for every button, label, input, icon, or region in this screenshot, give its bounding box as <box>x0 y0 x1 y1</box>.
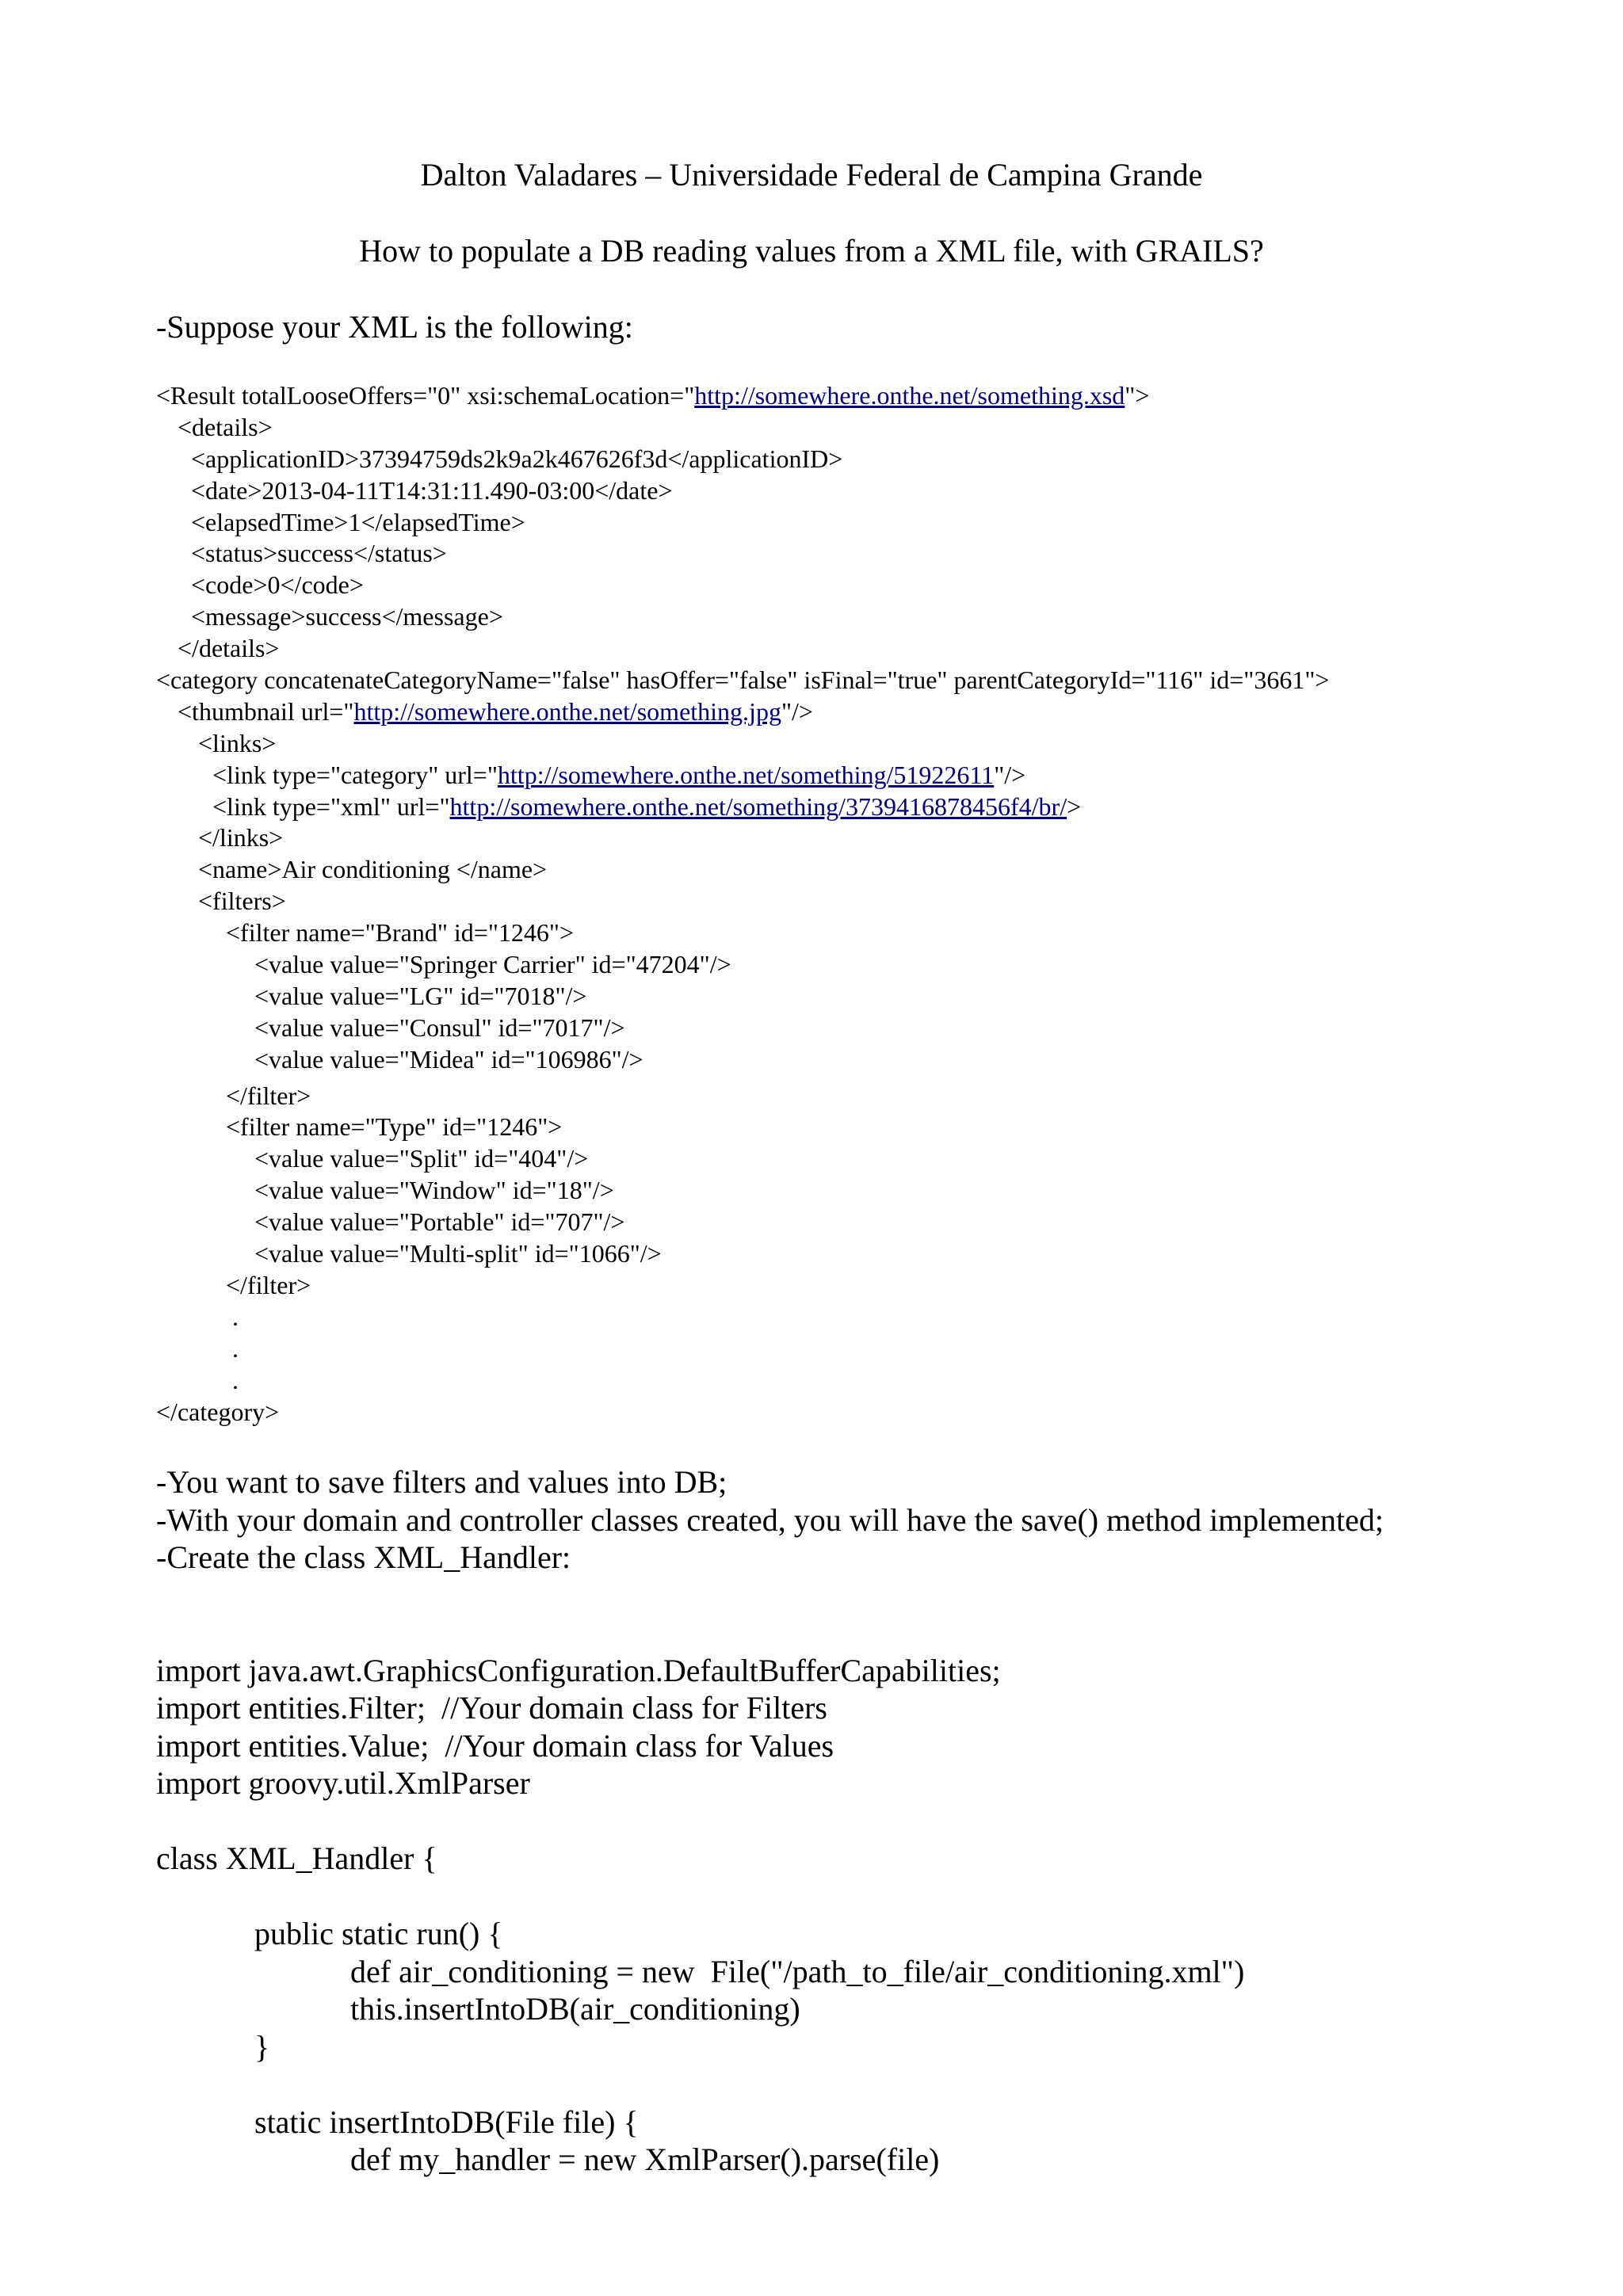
xml-text: > <box>1067 791 1082 821</box>
xml-text: <value value="Midea" id="106986"/> <box>254 1044 643 1074</box>
xml-line <box>156 1207 1329 1238</box>
xml-text: . <box>226 1333 239 1363</box>
xml-code-block <box>156 380 1329 1428</box>
xml-line <box>156 854 1329 886</box>
xml-line <box>156 822 1329 854</box>
code-line: class XML_Handler { <box>156 1840 437 1876</box>
page-title: How to populate a DB reading values from a XML file, with GRAILS? <box>359 233 1264 269</box>
xml-text: </filter> <box>226 1081 311 1110</box>
xml-line <box>156 728 1329 760</box>
xml-text: <message>success</message> <box>191 602 503 631</box>
xml-text: <category concatenateCategoryName="false" hasOffer="false" isFinal="true" parentCategoryId="116" id="3661"> <box>156 666 1330 695</box>
code-line: this.insertIntoDB(air_conditioning) <box>350 1991 800 2027</box>
intro-text: -Suppose your XML is the following: <box>156 309 633 345</box>
xml-text: <value value="LG" id="7018"/> <box>254 981 587 1010</box>
xml-text: <link type="category" url=" <box>212 760 498 789</box>
xml-line <box>156 1365 1329 1397</box>
xml-line <box>156 1397 1329 1428</box>
xml-line <box>156 1013 1329 1044</box>
xml-text: <links> <box>198 728 277 757</box>
xml-line <box>156 1112 1329 1143</box>
xml-line <box>156 917 1329 949</box>
code-line: } <box>254 2028 270 2065</box>
xml-line <box>156 949 1329 981</box>
xml-text: . <box>226 1302 239 1331</box>
xml-line <box>156 538 1329 570</box>
xml-text: <filter name="Type" id="1246"> <box>226 1112 563 1142</box>
xml-line <box>156 696 1329 728</box>
xml-text: <code>0</code> <box>191 570 364 600</box>
xml-text: <value value="Portable" id="707"/> <box>254 1207 625 1237</box>
xml-text: <Result totalLooseOffers="0" xsi:schemaLocation=" <box>156 381 695 410</box>
url-link[interactable]: http://somewhere.onthe.net/something/3739416878456f4/br/ <box>449 791 1067 821</box>
xml-line <box>156 791 1329 823</box>
url-link[interactable]: http://somewhere.onthe.net/something/51922611 <box>497 760 995 789</box>
xml-text: </details> <box>178 634 280 663</box>
code-line: def my_handler = new XmlParser().parse(file) <box>350 2142 940 2177</box>
code-line <box>156 1614 1244 1652</box>
xml-text: <value value="Window" id="18"/> <box>254 1176 614 1205</box>
xml-line <box>156 1081 1329 1112</box>
xml-text: "> <box>1125 381 1150 410</box>
url-link[interactable]: http://somewhere.onthe.net/something.jpg <box>353 696 781 726</box>
code-line: static insertIntoDB(File file) { <box>254 2103 639 2140</box>
xml-text: <value value="Consul" id="7017"/> <box>254 1013 625 1042</box>
xml-text: "/> <box>781 696 813 726</box>
code-line: def air_conditioning = new File("/path_to_file/air_conditioning.xml") <box>350 1953 1245 1989</box>
xml-text: </links> <box>198 823 284 852</box>
xml-line <box>156 1175 1329 1207</box>
xml-line <box>156 1333 1329 1365</box>
code-line: public static run() { <box>254 1916 503 1951</box>
xml-text: <value value="Split" id="404"/> <box>254 1144 589 1173</box>
xml-line <box>156 1238 1329 1270</box>
xml-text: <elapsedTime>1</elapsedTime> <box>191 507 525 536</box>
xml-line <box>156 507 1329 539</box>
xml-line <box>156 444 1329 475</box>
xml-line <box>156 665 1329 696</box>
xml-text: . <box>226 1365 239 1394</box>
xml-text: </category> <box>156 1397 280 1426</box>
xml-line <box>156 760 1329 791</box>
xml-text: <value value="Multi-split" id="1066"/> <box>254 1239 662 1268</box>
xml-text: <details> <box>178 412 273 441</box>
url-link[interactable]: http://somewhere.onthe.net/something.xsd <box>694 381 1125 410</box>
xml-line <box>156 412 1329 444</box>
xml-line <box>156 475 1329 507</box>
code-line: import java.awt.GraphicsConfiguration.DefaultBufferCapabilities; <box>156 1652 1001 1688</box>
code-line: import entities.Filter; //Your domain class for Filters <box>156 1690 827 1726</box>
xml-line <box>156 981 1329 1013</box>
xml-line <box>156 633 1329 665</box>
code-line: import entities.Value; //Your domain class for Values <box>156 1727 834 1764</box>
xml-text: <applicationID>37394759ds2k9a2k467626f3d</applicationID> <box>191 444 843 473</box>
xml-line <box>156 1302 1329 1333</box>
xml-text: <status>success</status> <box>191 539 447 568</box>
code-line: import groovy.util.XmlParser <box>156 1765 530 1801</box>
xml-text: "/> <box>994 760 1026 789</box>
xml-text: <value value="Springer Carrier" id="47204"/> <box>254 950 731 979</box>
code-line <box>156 2065 1244 2103</box>
instructions-list <box>156 1463 1384 1577</box>
xml-line <box>156 380 1329 412</box>
xml-text: <name>Air conditioning </name> <box>198 855 548 884</box>
author-line: Dalton Valadares – Universidade Federal de Campina Grande <box>420 157 1203 193</box>
xml-line <box>156 570 1329 601</box>
xml-text: <date>2013-04-11T14:31:11.490-03:00</date> <box>191 475 673 505</box>
code-line <box>156 1802 1244 1840</box>
instruction-line: -You want to save filters and values into DB; <box>156 1464 727 1500</box>
groovy-code-block <box>156 1614 1244 2179</box>
xml-line <box>156 1270 1329 1302</box>
xml-line <box>156 601 1329 633</box>
xml-text: <filters> <box>198 887 286 916</box>
xml-text: </filter> <box>226 1270 311 1299</box>
instruction-line: -Create the class XML_Handler: <box>156 1539 571 1575</box>
xml-text: <thumbnail url=" <box>178 696 354 726</box>
xml-text: <filter name="Brand" id="1246"> <box>226 918 575 948</box>
xml-line <box>156 1143 1329 1175</box>
xml-line <box>156 1044 1329 1076</box>
instruction-line: -With your domain and controller classes created, you will have the save() method implemented; <box>156 1501 1384 1538</box>
xml-text: <link type="xml" url=" <box>212 791 450 821</box>
code-line <box>156 1878 1244 1916</box>
xml-line <box>156 886 1329 917</box>
